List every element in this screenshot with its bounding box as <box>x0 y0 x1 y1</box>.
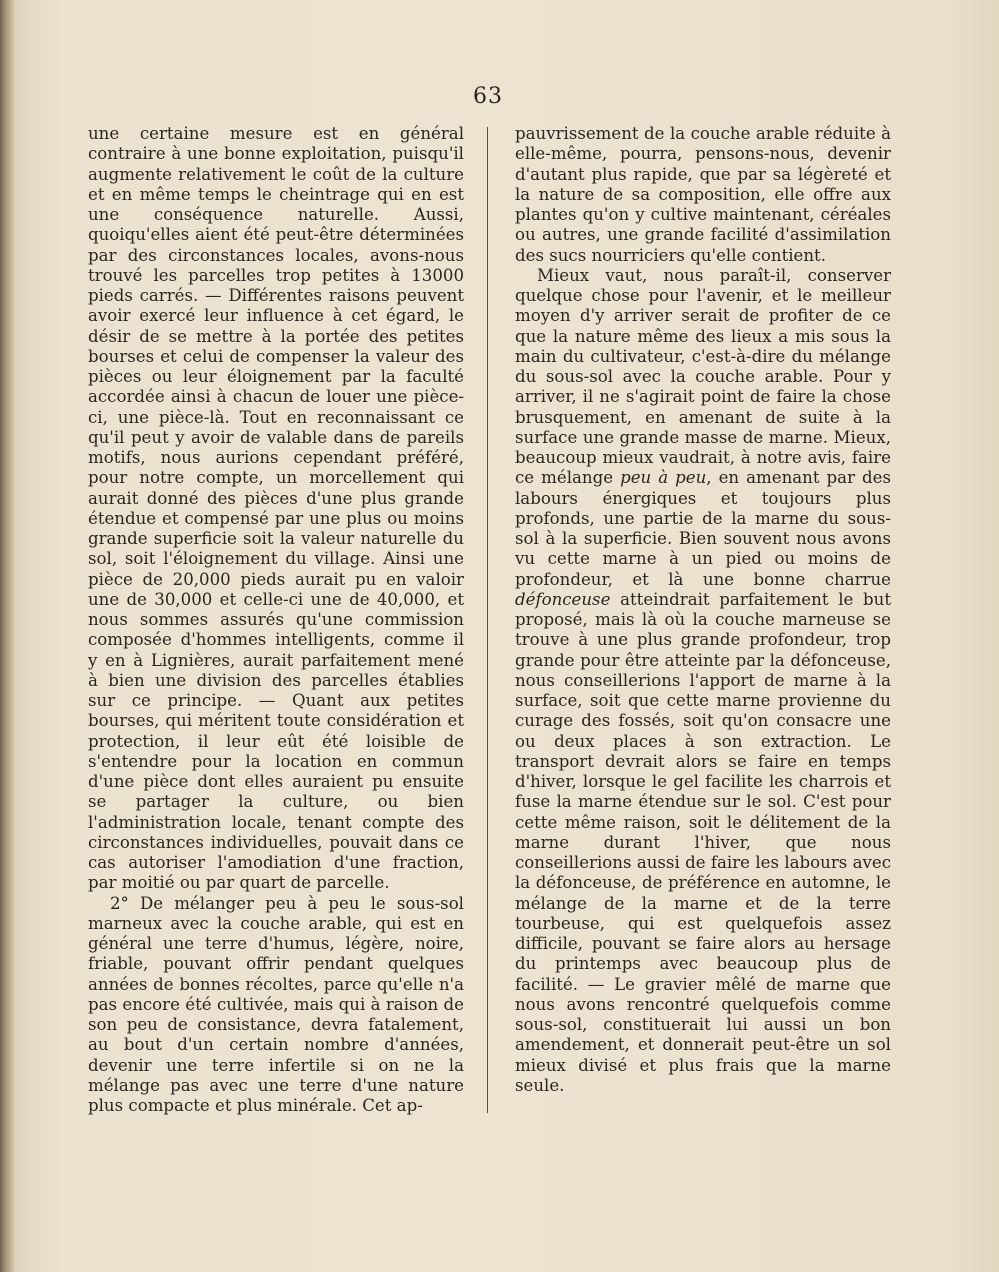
page-number: 63 <box>473 84 503 109</box>
left-paragraph-1: une certaine mesure est en général contraire à une bonne exploitation, puisqu'il augmente relativement le coût de la culture et en même temps le cheintrage qui en est une conséquence naturelle. Aussi, quoiqu'elles aient été peut-être déterminées par des circonstances locales, avons-nous trouvé les parcelles trop petites à 13000 pieds carrés. — Différentes raisons peuvent avoir exercé leur influence à cet égard, le désir de se mettre à la portée des petites bourses et celui de compenser la valeur des pièces ou leur éloignement par la faculté accordée ainsi à chacun de louer une pièce-ci, une pièce-là. Tout en reconnaissant ce qu'il peut y avoir de valable dans de pareils motifs, nous aurions cependant préféré, pour notre compte, un morcellement qui aurait donné des pièces d'une plus grande étendue et compensé par une plus ou moins grande superficie soit la valeur naturelle du sol, soit l'éloignement du village. Ainsi une pièce de 20,000 pieds aurait pu en valoir une de 30,000 et celle-ci une de 40,000, et nous sommes assurés qu'une commission composée d'hommes intelligents, comme il y en à Lignières, aurait parfaitement mené à bien une division des parcelles établies sur ce principe. — Quant aux petites bourses, qui méritent toute considération et protection, il leur eût été loisible de s'entendre pour la location en commun d'une pièce dont elles auraient pu ensuite se partager la culture, ou bien l'administration locale, tenant compte des circonstances individuelles, pouvait dans ce cas autoriser l'amodiation d'une fraction, par moitié ou par quart de parcelle. <box>88 124 464 893</box>
left-column <box>88 124 464 1116</box>
left-paragraph-2: 2° De mélanger peu à peu le sous-sol marneux avec la couche arable, qui est en général une terre d'humus, légère, noire, friable, pouvant offrir pendant quelques années de bonnes récoltes, parce qu'elle n'a pas encore été cultivée, mais qui à raison de son peu de consistance, devra fatalement, au bout d'un certain nombre d'années, devenir une terre infertile si on ne la mélange pas avec une terre d'une nature plus compacte et plus minérale. Cet ap- <box>88 893 464 1115</box>
emphasis-defonceuse: défonceuse <box>515 589 611 609</box>
right-paragraph-1: pauvrissement de la couche arable réduite à elle-même, pourra, pensons-nous, devenir d'autant plus rapide, que par sa légèreté et la nature de sa composition, elle offre aux plantes qu'on y cultive maintenant, céréales ou autres, une grande facilité d'assimilation des sucs nourriciers qu'elle contient. <box>515 124 891 265</box>
book-spine-shadow <box>0 0 14 1272</box>
right-paragraph-2 <box>515 266 891 1096</box>
right-column <box>515 124 891 1096</box>
emphasis-peu-a-peu: peu à peu <box>620 468 707 488</box>
column-divider <box>487 127 488 1113</box>
right-paragraph-2-part-c: atteindrait parfaitement le but proposé, mais là où la couche marneuse se trouve à une plus grande profondeur, trop grande pour être atteinte par la défonceuse, nous conseillerions l'apport de marne à la surface, soit que cette marne provienne du curage des fossés, soit qu'on consacre une ou deux places à son extraction. Le transport devrait alors se faire en temps d'hiver, lorsque le gel facilite les charrois et fuse la marne étendue sur le sol. C'est pour cette même raison, soit le délitement de la marne durant l'hiver, que nous conseillerions aussi de faire les labours avec la défonceuse, de préférence en automne, le mélange de la marne et de la terre tourbeuse, qui est quelquefois assez difficile, pouvant se faire alors au hersage du printemps avec beaucoup plus de facilité. — Le gravier mêlé de marne que nous avons rencontré quelquefois comme sous-sol, constituerait lui aussi un bon amendement, et donnerait peut-être un sol mieux divisé et plus frais que la marne seule. <box>515 589 891 1095</box>
right-paragraph-2-part-a: Mieux vaut, nous paraît-il, conserver quelque chose pour l'avenir, et le meilleur moyen d'y arriver serait de profiter de ce que la nature même des lieux a mis sous la main du cultivateur, c'est-à-dire du mélange du sous-sol avec la couche arable. Pour y arriver, il ne s'agirait point de faire la chose brusquement, en amenant de suite à la surface une grande masse de marne. Mieux, beaucoup mieux vaudrait, à notre avis, faire ce mélange <box>515 265 891 488</box>
right-paragraph-2-part-b: , en amenant par des labours énergiques et toujours plus profonds, une partie de la marne du sous-sol à la superficie. Bien souvent nous avons vu cette marne à un pied ou moins de profondeur, et là une bonne charrue <box>515 468 891 589</box>
